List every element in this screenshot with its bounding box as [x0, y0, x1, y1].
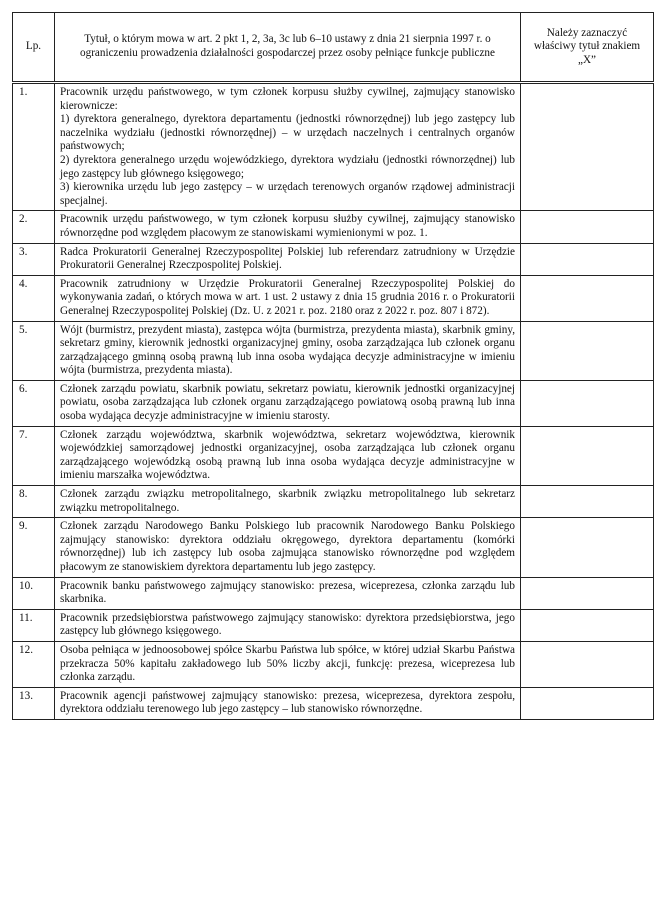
row-description [55, 243, 521, 275]
mark-x-field[interactable] [521, 688, 653, 702]
mark-cell[interactable] [521, 211, 654, 243]
row-number: 10. [13, 577, 55, 609]
mark-x-field[interactable] [521, 322, 653, 336]
table-row [13, 486, 654, 518]
row-number: 7. [13, 426, 55, 485]
mark-x-field[interactable] [521, 486, 653, 500]
row-description [55, 486, 521, 518]
row-description [55, 380, 521, 426]
row-number: 6. [13, 380, 55, 426]
table-row [13, 83, 654, 211]
mark-x-field[interactable] [521, 84, 653, 98]
mark-cell[interactable] [521, 577, 654, 609]
table-row [13, 275, 654, 321]
description-paragraph: Pracownik urzędu państwowego, w tym członek korpusu służby cywilnej, zajmujący stanowisko kierownicze: [60, 86, 515, 112]
mark-cell[interactable] [521, 380, 654, 426]
row-number: 2. [13, 211, 55, 243]
row-number: 11. [13, 609, 55, 641]
mark-cell[interactable] [521, 609, 654, 641]
description-paragraph: Pracownik agencji państwowej zajmujący stanowisko: prezesa, wiceprezesa, dyrektora zespołu, dyrektora oddziału terenowego lub jego zastępcy – lub stanowisko równorzędne. [60, 689, 515, 716]
row-number: 5. [13, 321, 55, 380]
row-description [55, 577, 521, 609]
description-paragraph: Radca Prokuratorii Generalnej Rzeczypospolitej Polskiej lub referendarz zatrudniony w Urzędzie Prokuratorii Generalnej Rzeczpospolitej Polskiej. [60, 245, 515, 272]
header-mark: Należy zaznaczyć właściwy tytuł znakiem „X” [521, 13, 654, 83]
description-paragraph: Członek zarządu województwa, skarbnik województwa, sekretarz województwa, kierownik wojewódzkiej samorządowej jednostki organizacyjnej, osoba zarządzająca lub członek organu zarządzającego wojewódzką osobą prawną lub inna osoba wydająca decyzje administracyjne w imieniu marszałka województwa. [60, 428, 515, 482]
table-row [13, 687, 654, 719]
mark-x-field[interactable] [521, 211, 653, 225]
mark-x-field[interactable] [521, 427, 653, 441]
mark-cell[interactable] [521, 687, 654, 719]
row-description [55, 518, 521, 577]
row-number: 12. [13, 641, 55, 687]
row-description [55, 211, 521, 243]
mark-cell[interactable] [521, 486, 654, 518]
row-number: 4. [13, 275, 55, 321]
table-row [13, 321, 654, 380]
row-description [55, 609, 521, 641]
table-row [13, 609, 654, 641]
description-paragraph: Członek zarządu powiatu, skarbnik powiatu, sekretarz powiatu, kierownik jednostki organizacyjnej powiatu, osoba zarządzająca lub członek organu zarządzającego powiatową osobą prawną lub inna osoba wydająca decyzje administracyjne w imieniu starosty. [60, 382, 515, 423]
mark-x-field[interactable] [521, 642, 653, 656]
row-number: 1. [13, 83, 55, 211]
mark-cell[interactable] [521, 275, 654, 321]
mark-x-field[interactable] [521, 578, 653, 592]
declaration-form [12, 12, 653, 720]
description-paragraph: Osoba pełniąca w jednoosobowej spółce Skarbu Państwa lub spółce, w której udział Skarbu Państwa przekracza 50% kapitału zakładowego lub 50% liczby akcji, funkcję: prezesa, wiceprezesa lub członka zarządu. [60, 643, 515, 684]
row-number: 9. [13, 518, 55, 577]
mark-x-field[interactable] [521, 244, 653, 258]
description-paragraph: Pracownik zatrudniony w Urzędzie Prokuratorii Generalnej Rzeczypospolitej Polskiej do wykonywania zadań, o których mowa w art. 1 ust. 2 ustawy z dnia 15 grudnia 2016 r. o Prokuratorii Generalnej Rzeczypospolitej Polskiej (Dz. U. z 2021 r. poz. 2180 oraz z 2022 r. poz. 807 i 872). [60, 277, 515, 317]
public-function-table [12, 12, 654, 720]
table-row [13, 426, 654, 485]
mark-cell[interactable] [521, 426, 654, 485]
row-number: 8. [13, 486, 55, 518]
description-paragraph: Pracownik urzędu państwowego, w tym członek korpusu służby cywilnej, zajmujący stanowisko równorzędne pod względem płacowym ze stanowiskami wymienionymi w poz. 1. [60, 213, 515, 239]
row-description [55, 641, 521, 687]
row-description [55, 83, 521, 211]
row-number: 3. [13, 243, 55, 275]
mark-x-field[interactable] [521, 276, 653, 290]
description-paragraph: Pracownik przedsiębiorstwa państwowego zajmujący stanowisko: dyrektora przedsiębiorstwa, jego zastępcy lub głównego księgowego. [60, 611, 515, 638]
mark-cell[interactable] [521, 243, 654, 275]
table-row [13, 518, 654, 577]
table-row [13, 211, 654, 243]
row-description [55, 321, 521, 380]
description-paragraph: 3) kierownika urzędu lub jego zastępcy – w urzędach terenowych organów rządowej administracji specjalnej. [60, 181, 515, 207]
table-header-row [13, 13, 654, 83]
table-row [13, 577, 654, 609]
row-description [55, 687, 521, 719]
mark-cell[interactable] [521, 83, 654, 211]
mark-x-field[interactable] [521, 610, 653, 624]
row-description [55, 426, 521, 485]
mark-cell[interactable] [521, 641, 654, 687]
mark-x-field[interactable] [521, 381, 653, 395]
row-description [55, 275, 521, 321]
header-title: Tytuł, o którym mowa w art. 2 pkt 1, 2, 3a, 3c lub 6–10 ustawy z dnia 21 sierpnia 1997 r. o ograniczeniu prowadzenia działalności gospodarczej przez osoby pełniące funkcje publiczne [55, 13, 521, 83]
table-row [13, 380, 654, 426]
description-paragraph: Członek zarządu Narodowego Banku Polskiego lub pracownik Narodowego Banku Polskiego zajmujący stanowisko: dyrektora oddziału okręgowego, dyrektora departamentu (komórki równorzędnej) lub ich zastępcy lub osoba zajmująca stanowisko równorzędne pod względem płacowym ze stanowiskiem dyrektora departamentu lub jego zastępcy. [60, 520, 515, 573]
description-paragraph: 1) dyrektora generalnego, dyrektora departamentu (jednostki równorzędnej) lub jego zastępcy lub naczelnika wydziału (jednostki równorzędnej) – w urzędach naczelnych i centralnych organów państwowych; [60, 113, 515, 153]
row-number: 13. [13, 687, 55, 719]
mark-cell[interactable] [521, 518, 654, 577]
mark-x-field[interactable] [521, 518, 653, 532]
mark-cell[interactable] [521, 321, 654, 380]
description-paragraph: Członek zarządu związku metropolitalnego, skarbnik związku metropolitalnego lub sekretarz związku metropolitalnego. [60, 488, 515, 514]
header-lp: Lp. [13, 13, 55, 83]
table-row [13, 243, 654, 275]
description-paragraph: Wójt (burmistrz, prezydent miasta), zastępca wójta (burmistrza, prezydenta miasta), skarbnik gminy, sekretarz gminy, kierownik jednostki organizacyjnej gminy, osoba zarządzająca lub członek organu zarządzającego gminną osobą prawną lub inna osoba wydająca decyzje administracyjne w imieniu wójta (burmistrza, prezydenta miasta). [60, 323, 515, 377]
table-row [13, 641, 654, 687]
description-paragraph: Pracownik banku państwowego zajmujący stanowisko: prezesa, wiceprezesa, członka zarządu lub skarbnika. [60, 579, 515, 606]
description-paragraph: 2) dyrektora generalnego urzędu wojewódzkiego, dyrektora wydziału (jednostki równorzędnej) lub jego zastępcy lub głównego księgowego; [60, 153, 515, 180]
